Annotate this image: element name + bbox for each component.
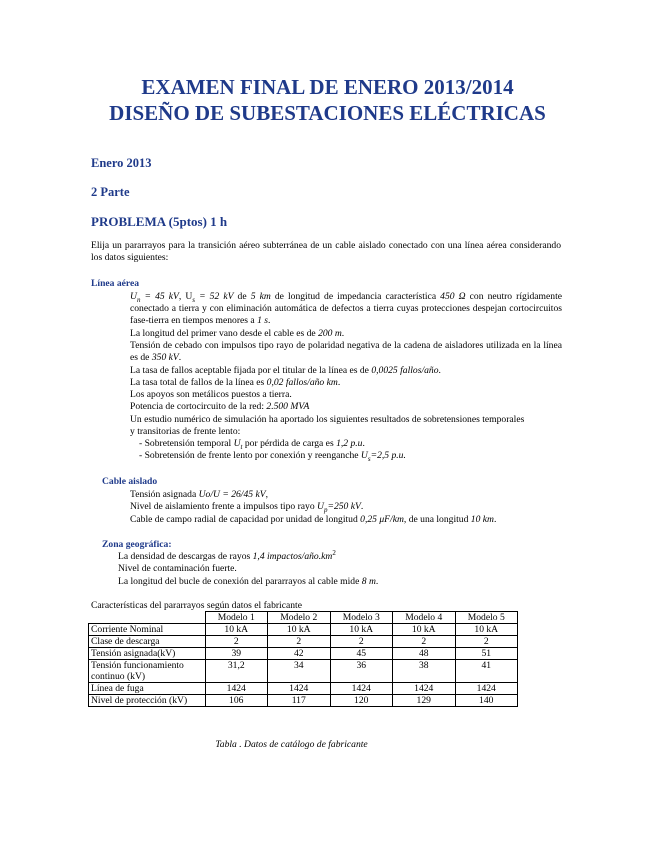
zona-paragraph-3: La longitud del bucle de conexión del pararrayos al cable mide 8 m. <box>118 576 379 587</box>
table-cell: 120 <box>330 695 393 707</box>
table-header-row <box>89 612 518 624</box>
row-label: Línea de fuga <box>89 683 206 695</box>
table-corner-cell <box>89 612 206 624</box>
cable-paragraph-3: Cable de campo radial de capacidad por unidad de longitud 0,25 μF/km, de una longitud 10 km. <box>130 514 497 525</box>
table-cell: 38 <box>393 660 456 683</box>
row-label: Nivel de protección (kV) <box>89 695 206 707</box>
column-header: Modelo 2 <box>268 612 331 624</box>
table-row <box>89 695 518 707</box>
linea-paragraph-8: Un estudio numérico de simulación ha aportado los siguientes resultados de sobretensiones temporales y transitorias de frente lento: <box>130 414 525 438</box>
cable-paragraph-2: Nivel de aislamiento frente a impulsos tipo rayo $U_p=250$ kV. <box>130 501 364 514</box>
table-cell: 10 kA <box>393 624 456 636</box>
table-cell: 2 <box>330 636 393 648</box>
table-cell: 51 <box>455 648 518 660</box>
column-header: Modelo 1 <box>205 612 268 624</box>
column-header: Modelo 3 <box>330 612 393 624</box>
exam-date: Enero 2013 <box>91 156 152 170</box>
table-row <box>89 648 518 660</box>
arrester-spec-table <box>88 611 518 707</box>
table-cell: 2 <box>205 636 268 648</box>
table-row <box>89 624 518 636</box>
zona-paragraph-2: Nivel de contaminación fuerte. <box>118 563 237 574</box>
linea-paragraph-7: Potencia de cortocircuito de la red: 2.500 MVA <box>130 401 310 412</box>
linea-paragraph-4: La tasa de fallos aceptable fijada por el titular de la línea es de 0,0025 fallos/año. <box>130 365 441 376</box>
linea-overvoltage-temporal: - Sobretensión temporal $U_t$ por pérdida de carga es 1,2 p.u. <box>139 438 365 451</box>
table-cell: 41 <box>455 660 518 683</box>
table-cell: 42 <box>268 648 331 660</box>
table-cell: 1424 <box>205 683 268 695</box>
exam-part: 2 Parte <box>91 185 130 199</box>
section-zona-heading: Zona geográfica: <box>102 539 172 550</box>
table-cell: 10 kA <box>330 624 393 636</box>
linea-paragraph-3: Tensión de cebado con impulsos tipo rayo de polaridad negativa de la cadena de aisladores utilizada en la línea es de 350 kV. <box>130 340 562 364</box>
row-label: Corriente Nominal <box>89 624 206 636</box>
problem-heading: PROBLEMA (5ptos) 1 h <box>91 214 228 229</box>
course-title: DISEÑO DE SUBESTACIONES ELÉCTRICAS <box>109 101 546 125</box>
section-linea-heading: Línea aérea <box>91 278 140 289</box>
linea-overvoltage-slow-front: - Sobretensión de frente lento por conexión y reenganche $U_s=2,5$ p.u. <box>139 450 406 463</box>
linea-paragraph-1: $U_n = 45$ kV, $U_s = 52$ kV de 5 km de longitud de impedancia característica 450 Ω con neutro rígidamente conectado a tierra y con eliminación automática de defectos a tierra cuyas protecciones despejan cortocircuitos fase-tierra en tiempos menores a 1 s. <box>130 291 563 327</box>
table-cell: 10 kA <box>268 624 331 636</box>
table-cell: 1424 <box>455 683 518 695</box>
table-cell: 140 <box>455 695 518 707</box>
table-cell: 117 <box>268 695 331 707</box>
table-cell: 2 <box>455 636 518 648</box>
table-caption-above: Características del pararrayos según datos el fabricante <box>91 600 302 611</box>
cable-paragraph-1: Tensión asignada Uo/U = 26/45 kV, <box>130 489 268 500</box>
table-cell: 2 <box>393 636 456 648</box>
column-header: Modelo 5 <box>455 612 518 624</box>
table-cell: 31,2 <box>205 660 268 683</box>
linea-paragraph-2: La longitud del primer vano desde el cable es de 200 m. <box>130 328 345 339</box>
linea-paragraph-5: La tasa total de fallos de la línea es 0,02 fallos/año km. <box>130 377 341 388</box>
table-cell: 48 <box>393 648 456 660</box>
table-cell: 45 <box>330 648 393 660</box>
table-cell: 34 <box>268 660 331 683</box>
section-cable-heading: Cable aislado <box>102 476 158 487</box>
table-cell: 1424 <box>330 683 393 695</box>
linea-paragraph-6: Los apoyos son metálicos puestos a tierra. <box>130 389 292 400</box>
exam-title: EXAMEN FINAL DE ENERO 2013/2014 <box>141 75 514 99</box>
table-row <box>89 636 518 648</box>
table-cell: 106 <box>205 695 268 707</box>
table-row <box>89 660 518 683</box>
row-label: Clase de descarga <box>89 636 206 648</box>
table-cell: 10 kA <box>205 624 268 636</box>
table-cell: 36 <box>330 660 393 683</box>
table-caption-below: Tabla . Datos de catálogo de fabricante <box>215 739 368 750</box>
table-cell: 1424 <box>268 683 331 695</box>
table-cell: 1424 <box>393 683 456 695</box>
table-cell: 10 kA <box>455 624 518 636</box>
table-cell: 129 <box>393 695 456 707</box>
row-label: Tensión funcionamiento continuo (kV) <box>89 660 206 683</box>
table-cell: 39 <box>205 648 268 660</box>
table-cell: 2 <box>268 636 331 648</box>
table-row <box>89 683 518 695</box>
row-label: Tensión asignada(kV) <box>89 648 206 660</box>
zona-paragraph-1: La densidad de descargas de rayos 1,4 impactos/$año.km^2$ <box>118 548 336 562</box>
column-header: Modelo 4 <box>393 612 456 624</box>
problem-intro: Elija un pararrayos para la transición aéreo subterránea de un cable aislado conectado con una línea aérea considerando los datos siguientes: <box>91 240 561 264</box>
